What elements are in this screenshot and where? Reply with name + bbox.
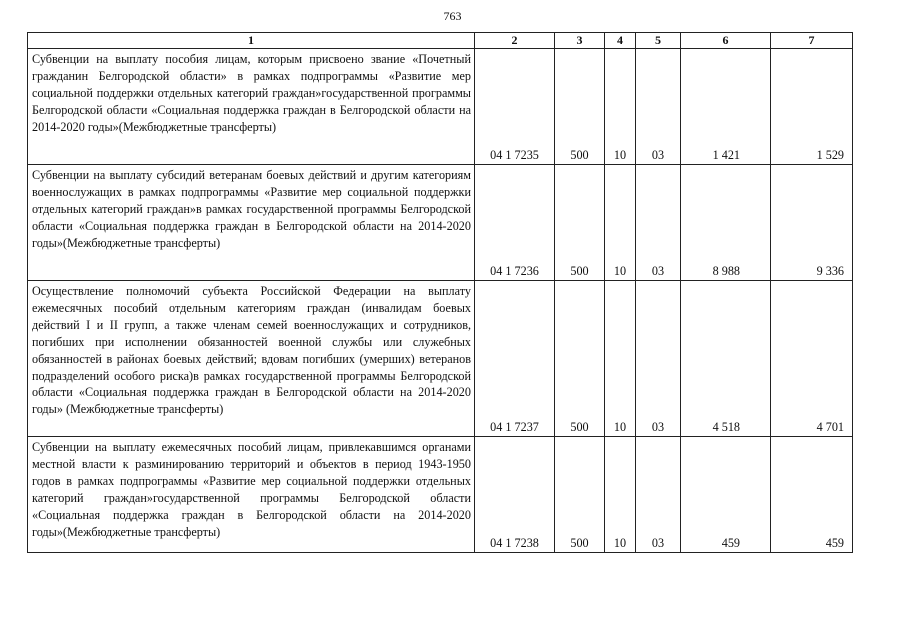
amount-col7: 1 529 bbox=[771, 49, 853, 165]
expense-type: 500 bbox=[555, 281, 605, 437]
table-row bbox=[28, 165, 853, 281]
header-cell: 1 bbox=[28, 33, 475, 49]
amount-col6: 4 518 bbox=[681, 281, 771, 437]
budget-table bbox=[27, 32, 853, 553]
expense-type: 500 bbox=[555, 49, 605, 165]
subsection-code: 03 bbox=[636, 437, 681, 553]
target-code: 04 1 7238 bbox=[475, 437, 555, 553]
target-code: 04 1 7236 bbox=[475, 165, 555, 281]
header-cell: 4 bbox=[605, 33, 636, 49]
row-description: Осуществление полномочий субъекта Российской Федерации на выплату ежемесячных пособий отдельным категориям граждан (инвалидам боевых действий I и II групп, а также членам семей военнослужащих и сотрудников, погибших при исполнении обязанностей военной службы или служебных обязанностей в районах боевых действий; вдовам погибших (умерших) ветеранов подразделений особого риска)в рамках государственной программы Белгородской области «Социальная поддержка граждан в Белгородской области на 2014-2020 годы» (Межбюджетные трансферты) bbox=[28, 281, 475, 437]
table-header-row bbox=[28, 33, 853, 49]
header-cell: 2 bbox=[475, 33, 555, 49]
table-row bbox=[28, 281, 853, 437]
amount-col7: 459 bbox=[771, 437, 853, 553]
section-code: 10 bbox=[605, 437, 636, 553]
header-cell: 6 bbox=[681, 33, 771, 49]
target-code: 04 1 7237 bbox=[475, 281, 555, 437]
section-code: 10 bbox=[605, 281, 636, 437]
header-cell: 3 bbox=[555, 33, 605, 49]
subsection-code: 03 bbox=[636, 49, 681, 165]
amount-col6: 1 421 bbox=[681, 49, 771, 165]
amount-col7: 9 336 bbox=[771, 165, 853, 281]
subsection-code: 03 bbox=[636, 281, 681, 437]
amount-col7: 4 701 bbox=[771, 281, 853, 437]
target-code: 04 1 7235 bbox=[475, 49, 555, 165]
section-code: 10 bbox=[605, 49, 636, 165]
expense-type: 500 bbox=[555, 437, 605, 553]
header-cell: 5 bbox=[636, 33, 681, 49]
page-number: 763 bbox=[443, 9, 462, 23]
amount-col6: 8 988 bbox=[681, 165, 771, 281]
row-description: Субвенции на выплату пособия лицам, которым присвоено звание «Почетный гражданин Белгородской области» в рамках подпрограммы «Развитие мер социальной поддержки отдельных категорий граждан»государственной программы Белгородской области «Социальная поддержка граждан в Белгородской области на 2014-2020 годы»(Межбюджетные трансферты) bbox=[28, 49, 475, 165]
row-description: Субвенции на выплату субсидий ветеранам боевых действий и другим категориям военнослужащих в рамках подпрограммы «Развитие мер социальной поддержки отдельных категорий граждан»в рамках государственной программы Белгородской области «Социальная поддержка граждан в Белгородской области на 2014-2020 годы»(Межбюджетные трансферты) bbox=[28, 165, 475, 281]
amount-col6: 459 bbox=[681, 437, 771, 553]
subsection-code: 03 bbox=[636, 165, 681, 281]
section-code: 10 bbox=[605, 165, 636, 281]
row-description: Субвенции на выплату ежемесячных пособий лицам, привлекавшимся органами местной власти к разминированию территорий и объектов в период 1943-1950 годов в рамках подпрограммы «Развитие мер социальной поддержки отдельных категорий граждан»государственной программы Белгородской области «Социальная поддержка граждан в Белгородской области на 2014-2020 годы»(Межбюджетные трансферты) bbox=[28, 437, 475, 553]
table-row bbox=[28, 49, 853, 165]
header-cell: 7 bbox=[771, 33, 853, 49]
expense-type: 500 bbox=[555, 165, 605, 281]
table-row bbox=[28, 437, 853, 553]
